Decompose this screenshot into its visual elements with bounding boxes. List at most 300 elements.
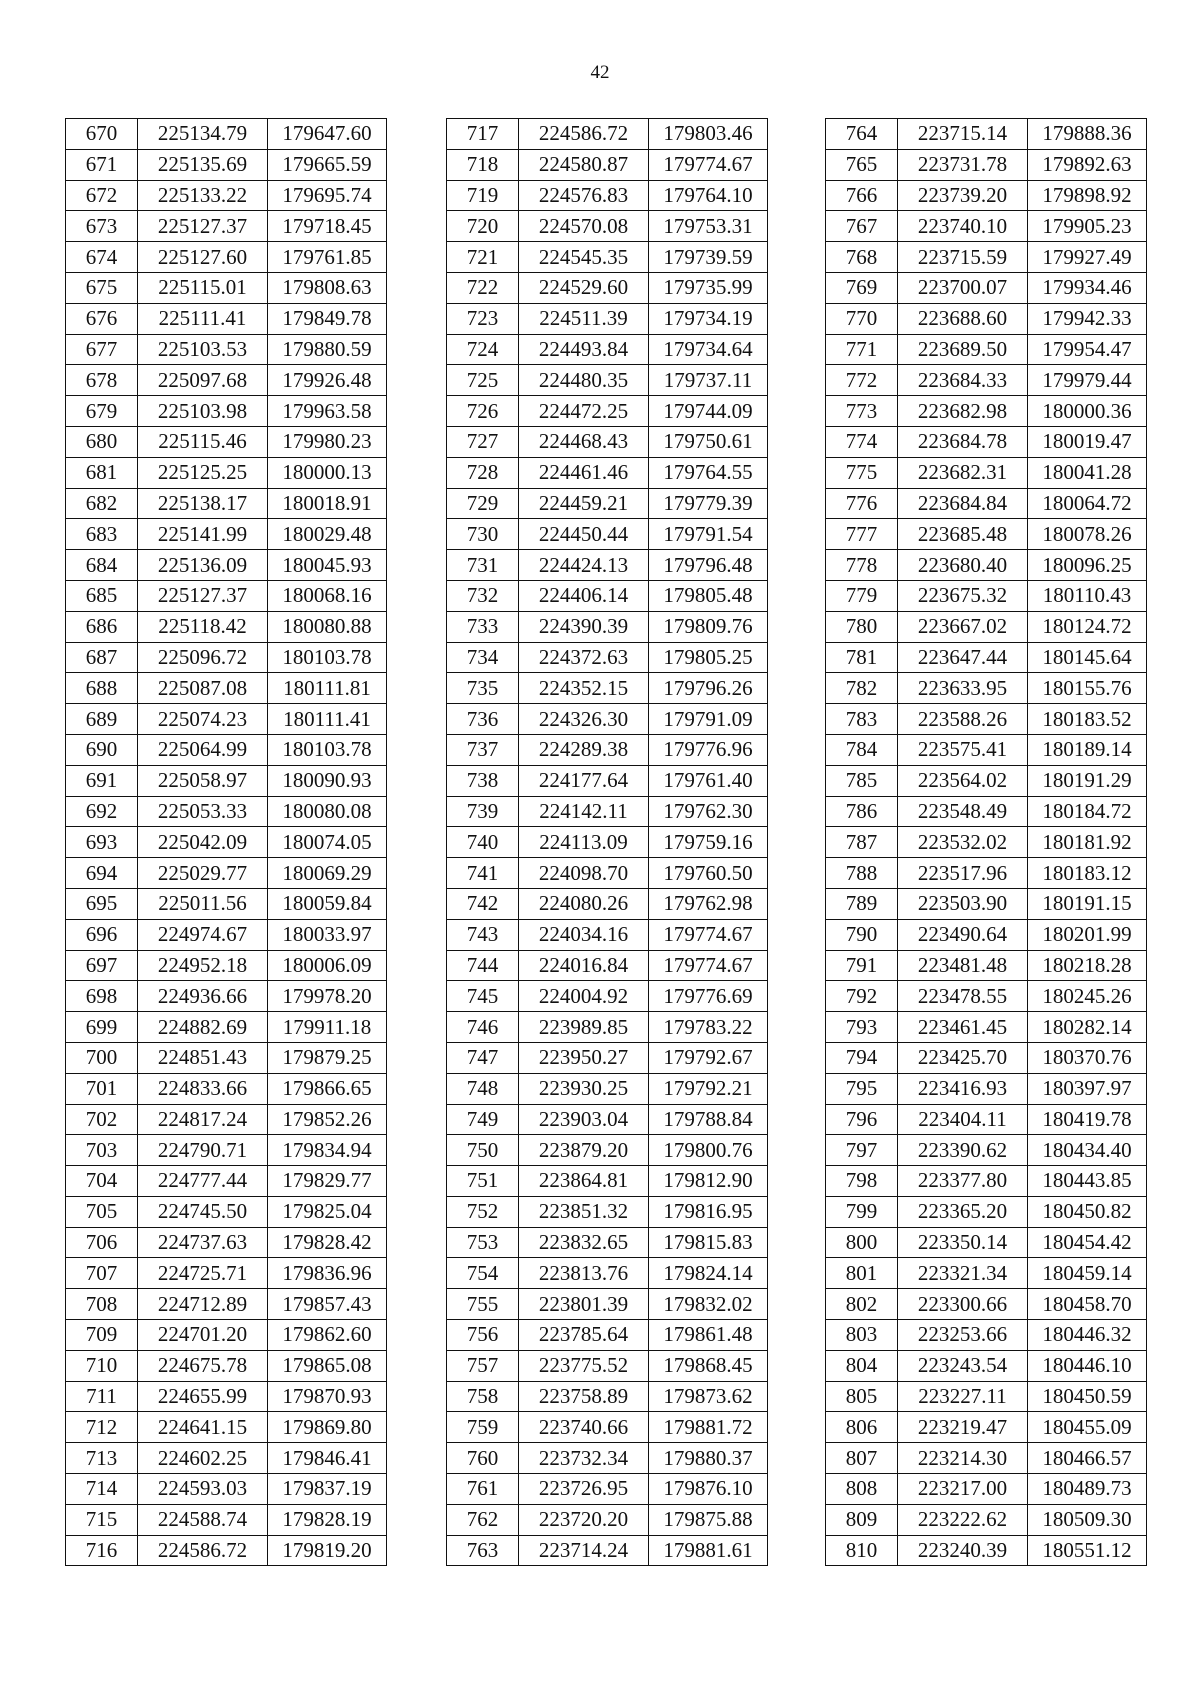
table-row (66, 1474, 387, 1505)
x-coordinate-cell: 223390.62 (898, 1135, 1028, 1166)
x-coordinate-cell: 225127.37 (138, 211, 268, 242)
x-coordinate-cell: 223950.27 (519, 1042, 649, 1073)
point-number-cell: 789 (826, 888, 898, 919)
point-number-cell: 734 (447, 642, 519, 673)
point-number-cell: 687 (66, 642, 138, 673)
y-coordinate-cell: 179734.64 (649, 334, 768, 365)
y-coordinate-cell: 180434.40 (1028, 1135, 1147, 1166)
point-number-cell: 696 (66, 919, 138, 950)
y-coordinate-cell: 179875.88 (649, 1504, 768, 1535)
point-number-cell: 770 (826, 303, 898, 334)
point-number-cell: 776 (826, 488, 898, 519)
y-coordinate-cell: 179783.22 (649, 1012, 768, 1043)
y-coordinate-cell: 179792.21 (649, 1073, 768, 1104)
y-coordinate-cell: 179805.25 (649, 642, 768, 673)
table-row (826, 580, 1147, 611)
x-coordinate-cell: 223903.04 (519, 1104, 649, 1135)
table-row (66, 365, 387, 396)
x-coordinate-cell: 225064.99 (138, 734, 268, 765)
y-coordinate-cell: 179978.20 (268, 981, 387, 1012)
x-coordinate-cell: 223739.20 (898, 180, 1028, 211)
point-number-cell: 725 (447, 365, 519, 396)
x-coordinate-cell: 224450.44 (519, 519, 649, 550)
y-coordinate-cell: 179735.99 (649, 272, 768, 303)
x-coordinate-cell: 224974.67 (138, 919, 268, 950)
table-row (826, 1381, 1147, 1412)
x-coordinate-cell: 225127.60 (138, 242, 268, 273)
point-number-cell: 723 (447, 303, 519, 334)
y-coordinate-cell: 179718.45 (268, 211, 387, 242)
point-number-cell: 768 (826, 242, 898, 273)
x-coordinate-cell: 223300.66 (898, 1289, 1028, 1320)
table-row (447, 488, 768, 519)
point-number-cell: 675 (66, 272, 138, 303)
x-coordinate-cell: 224424.13 (519, 550, 649, 581)
point-number-cell: 736 (447, 704, 519, 735)
x-coordinate-cell: 224113.09 (519, 827, 649, 858)
x-coordinate-cell: 224790.71 (138, 1135, 268, 1166)
x-coordinate-cell: 223416.93 (898, 1073, 1028, 1104)
y-coordinate-cell: 180443.85 (1028, 1166, 1147, 1197)
x-coordinate-cell: 223720.20 (519, 1504, 649, 1535)
point-number-cell: 726 (447, 396, 519, 427)
table-row (826, 642, 1147, 673)
y-coordinate-cell: 179829.77 (268, 1166, 387, 1197)
point-number-cell: 807 (826, 1443, 898, 1474)
x-coordinate-cell: 224745.50 (138, 1196, 268, 1227)
y-coordinate-cell: 179828.19 (268, 1504, 387, 1535)
table-row (447, 119, 768, 150)
point-number-cell: 782 (826, 673, 898, 704)
x-coordinate-cell: 223214.30 (898, 1443, 1028, 1474)
point-number-cell: 706 (66, 1227, 138, 1258)
table-row (447, 888, 768, 919)
y-coordinate-cell: 179888.36 (1028, 119, 1147, 150)
y-coordinate-cell: 179792.67 (649, 1042, 768, 1073)
point-number-cell: 741 (447, 858, 519, 889)
y-coordinate-cell: 180000.36 (1028, 396, 1147, 427)
table-row (826, 1443, 1147, 1474)
x-coordinate-cell: 224777.44 (138, 1166, 268, 1197)
point-number-cell: 703 (66, 1135, 138, 1166)
y-coordinate-cell: 179963.58 (268, 396, 387, 427)
y-coordinate-cell: 180103.78 (268, 734, 387, 765)
y-coordinate-cell: 180059.84 (268, 888, 387, 919)
x-coordinate-cell: 225074.23 (138, 704, 268, 735)
point-number-cell: 700 (66, 1042, 138, 1073)
point-number-cell: 686 (66, 611, 138, 642)
y-coordinate-cell: 179881.72 (649, 1412, 768, 1443)
y-coordinate-cell: 180155.76 (1028, 673, 1147, 704)
table-row (826, 704, 1147, 735)
point-number-cell: 728 (447, 457, 519, 488)
x-coordinate-cell: 224289.38 (519, 734, 649, 765)
x-coordinate-cell: 224641.15 (138, 1412, 268, 1443)
point-number-cell: 764 (826, 119, 898, 150)
point-number-cell: 713 (66, 1443, 138, 1474)
x-coordinate-cell: 224833.66 (138, 1073, 268, 1104)
y-coordinate-cell: 179834.94 (268, 1135, 387, 1166)
table-row (447, 457, 768, 488)
y-coordinate-cell: 179926.48 (268, 365, 387, 396)
table-row (66, 919, 387, 950)
y-coordinate-cell: 180397.97 (1028, 1073, 1147, 1104)
y-coordinate-cell: 180111.41 (268, 704, 387, 735)
x-coordinate-cell: 223758.89 (519, 1381, 649, 1412)
point-number-cell: 714 (66, 1474, 138, 1505)
table-row (826, 1042, 1147, 1073)
table-row (826, 796, 1147, 827)
x-coordinate-cell: 224098.70 (519, 858, 649, 889)
y-coordinate-cell: 179815.83 (649, 1227, 768, 1258)
y-coordinate-cell: 179750.61 (649, 426, 768, 457)
table-row (826, 1196, 1147, 1227)
y-coordinate-cell: 179764.10 (649, 180, 768, 211)
x-coordinate-cell: 224080.26 (519, 888, 649, 919)
table-row (826, 211, 1147, 242)
table-row (447, 1443, 768, 1474)
point-number-cell: 673 (66, 211, 138, 242)
table-row (447, 796, 768, 827)
x-coordinate-cell: 223253.66 (898, 1320, 1028, 1351)
y-coordinate-cell: 179759.16 (649, 827, 768, 858)
point-number-cell: 716 (66, 1535, 138, 1566)
x-coordinate-cell: 223217.00 (898, 1474, 1028, 1505)
y-coordinate-cell: 180090.93 (268, 765, 387, 796)
table-row (826, 1012, 1147, 1043)
point-number-cell: 685 (66, 580, 138, 611)
y-coordinate-cell: 180454.42 (1028, 1227, 1147, 1258)
table-row (66, 211, 387, 242)
x-coordinate-cell: 223404.11 (898, 1104, 1028, 1135)
table-row (66, 827, 387, 858)
y-coordinate-cell: 180184.72 (1028, 796, 1147, 827)
y-coordinate-cell: 180191.15 (1028, 888, 1147, 919)
table-row (66, 1042, 387, 1073)
x-coordinate-cell: 223864.81 (519, 1166, 649, 1197)
point-number-cell: 709 (66, 1320, 138, 1351)
y-coordinate-cell: 179774.67 (649, 149, 768, 180)
y-coordinate-cell: 180069.29 (268, 858, 387, 889)
point-number-cell: 695 (66, 888, 138, 919)
table-row (826, 673, 1147, 704)
point-number-cell: 773 (826, 396, 898, 427)
y-coordinate-cell: 180458.70 (1028, 1289, 1147, 1320)
point-number-cell: 720 (447, 211, 519, 242)
table-row (826, 950, 1147, 981)
x-coordinate-cell: 223930.25 (519, 1073, 649, 1104)
table-row (66, 1258, 387, 1289)
x-coordinate-cell: 223365.20 (898, 1196, 1028, 1227)
point-number-cell: 763 (447, 1535, 519, 1566)
point-number-cell: 698 (66, 981, 138, 1012)
table-row (66, 1012, 387, 1043)
y-coordinate-cell: 179791.54 (649, 519, 768, 550)
table-row (447, 149, 768, 180)
y-coordinate-cell: 179760.50 (649, 858, 768, 889)
x-coordinate-cell: 224576.83 (519, 180, 649, 211)
table-row (66, 1289, 387, 1320)
table-row (66, 642, 387, 673)
x-coordinate-cell: 224177.64 (519, 765, 649, 796)
y-coordinate-cell: 179934.46 (1028, 272, 1147, 303)
x-coordinate-cell: 224570.08 (519, 211, 649, 242)
x-coordinate-cell: 225115.46 (138, 426, 268, 457)
y-coordinate-cell: 179846.41 (268, 1443, 387, 1474)
x-coordinate-cell: 223879.20 (519, 1135, 649, 1166)
point-number-cell: 749 (447, 1104, 519, 1135)
point-number-cell: 672 (66, 180, 138, 211)
x-coordinate-cell: 224817.24 (138, 1104, 268, 1135)
table-row (826, 1073, 1147, 1104)
point-number-cell: 778 (826, 550, 898, 581)
x-coordinate-cell: 224545.35 (519, 242, 649, 273)
x-coordinate-cell: 223575.41 (898, 734, 1028, 765)
point-number-cell: 674 (66, 242, 138, 273)
table-row (447, 1012, 768, 1043)
y-coordinate-cell: 180450.82 (1028, 1196, 1147, 1227)
table-row (826, 519, 1147, 550)
y-coordinate-cell: 179868.45 (649, 1350, 768, 1381)
x-coordinate-cell: 223675.32 (898, 580, 1028, 611)
x-coordinate-cell: 223588.26 (898, 704, 1028, 735)
point-number-cell: 722 (447, 272, 519, 303)
point-number-cell: 798 (826, 1166, 898, 1197)
x-coordinate-cell: 225103.98 (138, 396, 268, 427)
y-coordinate-cell: 179762.30 (649, 796, 768, 827)
table-row (66, 1535, 387, 1566)
x-coordinate-cell: 225118.42 (138, 611, 268, 642)
y-coordinate-cell: 179870.93 (268, 1381, 387, 1412)
table-row (826, 1320, 1147, 1351)
point-number-cell: 731 (447, 550, 519, 581)
x-coordinate-cell: 223227.11 (898, 1381, 1028, 1412)
point-number-cell: 693 (66, 827, 138, 858)
table-row (826, 1350, 1147, 1381)
table-row (826, 734, 1147, 765)
x-coordinate-cell: 223684.78 (898, 426, 1028, 457)
table-row (447, 981, 768, 1012)
point-number-cell: 735 (447, 673, 519, 704)
point-number-cell: 678 (66, 365, 138, 396)
table-row (826, 611, 1147, 642)
table-row (826, 1535, 1147, 1566)
table-row (447, 1474, 768, 1505)
x-coordinate-cell: 224701.20 (138, 1320, 268, 1351)
y-coordinate-cell: 179737.11 (649, 365, 768, 396)
y-coordinate-cell: 180018.91 (268, 488, 387, 519)
point-number-cell: 772 (826, 365, 898, 396)
x-coordinate-cell: 224602.25 (138, 1443, 268, 1474)
table-row (66, 303, 387, 334)
x-coordinate-cell: 225134.79 (138, 119, 268, 150)
table-row (66, 1412, 387, 1443)
y-coordinate-cell: 179911.18 (268, 1012, 387, 1043)
point-number-cell: 787 (826, 827, 898, 858)
point-number-cell: 756 (447, 1320, 519, 1351)
y-coordinate-cell: 180068.16 (268, 580, 387, 611)
point-number-cell: 786 (826, 796, 898, 827)
point-number-cell: 795 (826, 1073, 898, 1104)
x-coordinate-cell: 224851.43 (138, 1042, 268, 1073)
y-coordinate-cell: 179869.80 (268, 1412, 387, 1443)
y-coordinate-cell: 179744.09 (649, 396, 768, 427)
y-coordinate-cell: 180191.29 (1028, 765, 1147, 796)
x-coordinate-cell: 223813.76 (519, 1258, 649, 1289)
point-number-cell: 792 (826, 981, 898, 1012)
point-number-cell: 733 (447, 611, 519, 642)
y-coordinate-cell: 179942.33 (1028, 303, 1147, 334)
coordinate-table-3 (825, 118, 1147, 1566)
table-row (826, 365, 1147, 396)
x-coordinate-cell: 225096.72 (138, 642, 268, 673)
point-number-cell: 689 (66, 704, 138, 735)
y-coordinate-cell: 180446.10 (1028, 1350, 1147, 1381)
y-coordinate-cell: 179836.96 (268, 1258, 387, 1289)
table-row (447, 211, 768, 242)
table-row (826, 1135, 1147, 1166)
y-coordinate-cell: 179927.49 (1028, 242, 1147, 273)
x-coordinate-cell: 223801.39 (519, 1289, 649, 1320)
x-coordinate-cell: 223700.07 (898, 272, 1028, 303)
y-coordinate-cell: 180446.32 (1028, 1320, 1147, 1351)
point-number-cell: 771 (826, 334, 898, 365)
point-number-cell: 796 (826, 1104, 898, 1135)
x-coordinate-cell: 224952.18 (138, 950, 268, 981)
x-coordinate-cell: 225125.25 (138, 457, 268, 488)
table-row (66, 796, 387, 827)
table-row (447, 1258, 768, 1289)
table-row (66, 149, 387, 180)
table-row (447, 303, 768, 334)
x-coordinate-cell: 223240.39 (898, 1535, 1028, 1566)
table-row (66, 119, 387, 150)
point-number-cell: 783 (826, 704, 898, 735)
point-number-cell: 683 (66, 519, 138, 550)
x-coordinate-cell: 223517.96 (898, 858, 1028, 889)
point-number-cell: 752 (447, 1196, 519, 1227)
x-coordinate-cell: 224586.72 (138, 1535, 268, 1566)
x-coordinate-cell: 224472.25 (519, 396, 649, 427)
table-row (447, 1073, 768, 1104)
table-row (826, 1412, 1147, 1443)
table-row (826, 1289, 1147, 1320)
point-number-cell: 708 (66, 1289, 138, 1320)
point-number-cell: 788 (826, 858, 898, 889)
y-coordinate-cell: 179862.60 (268, 1320, 387, 1351)
x-coordinate-cell: 223740.66 (519, 1412, 649, 1443)
y-coordinate-cell: 180080.08 (268, 796, 387, 827)
x-coordinate-cell: 223715.14 (898, 119, 1028, 150)
table-row (447, 1227, 768, 1258)
x-coordinate-cell: 223775.52 (519, 1350, 649, 1381)
table-row (447, 1289, 768, 1320)
x-coordinate-cell: 223684.84 (898, 488, 1028, 519)
y-coordinate-cell: 179761.40 (649, 765, 768, 796)
y-coordinate-cell: 179800.76 (649, 1135, 768, 1166)
y-coordinate-cell: 179796.48 (649, 550, 768, 581)
table-row (447, 580, 768, 611)
x-coordinate-cell: 224352.15 (519, 673, 649, 704)
table-row (447, 1381, 768, 1412)
y-coordinate-cell: 180041.28 (1028, 457, 1147, 488)
point-number-cell: 754 (447, 1258, 519, 1289)
x-coordinate-cell: 224936.66 (138, 981, 268, 1012)
table-row (66, 1166, 387, 1197)
y-coordinate-cell: 180466.57 (1028, 1443, 1147, 1474)
point-number-cell: 719 (447, 180, 519, 211)
y-coordinate-cell: 179979.44 (1028, 365, 1147, 396)
y-coordinate-cell: 180096.25 (1028, 550, 1147, 581)
table-row (826, 457, 1147, 488)
y-coordinate-cell: 180282.14 (1028, 1012, 1147, 1043)
point-number-cell: 791 (826, 950, 898, 981)
point-number-cell: 793 (826, 1012, 898, 1043)
table-row (447, 1104, 768, 1135)
y-coordinate-cell: 179753.31 (649, 211, 768, 242)
table-row (66, 242, 387, 273)
y-coordinate-cell: 179796.26 (649, 673, 768, 704)
y-coordinate-cell: 179808.63 (268, 272, 387, 303)
x-coordinate-cell: 224725.71 (138, 1258, 268, 1289)
table-row (447, 550, 768, 581)
table-row (66, 1227, 387, 1258)
y-coordinate-cell: 179776.96 (649, 734, 768, 765)
table-row (66, 981, 387, 1012)
point-number-cell: 717 (447, 119, 519, 150)
y-coordinate-cell: 179881.61 (649, 1535, 768, 1566)
y-coordinate-cell: 180201.99 (1028, 919, 1147, 950)
table-row (66, 1135, 387, 1166)
x-coordinate-cell: 223219.47 (898, 1412, 1028, 1443)
y-coordinate-cell: 179866.65 (268, 1073, 387, 1104)
point-number-cell: 677 (66, 334, 138, 365)
table-row (447, 1412, 768, 1443)
table-row (447, 272, 768, 303)
point-number-cell: 727 (447, 426, 519, 457)
table-row (447, 858, 768, 889)
x-coordinate-cell: 223785.64 (519, 1320, 649, 1351)
y-coordinate-cell: 180489.73 (1028, 1474, 1147, 1505)
x-coordinate-cell: 223832.65 (519, 1227, 649, 1258)
y-coordinate-cell: 180455.09 (1028, 1412, 1147, 1443)
y-coordinate-cell: 179805.48 (649, 580, 768, 611)
x-coordinate-cell: 223647.44 (898, 642, 1028, 673)
x-coordinate-cell: 223732.34 (519, 1443, 649, 1474)
coordinate-table-1 (65, 118, 387, 1566)
y-coordinate-cell: 180419.78 (1028, 1104, 1147, 1135)
y-coordinate-cell: 180006.09 (268, 950, 387, 981)
x-coordinate-cell: 223689.50 (898, 334, 1028, 365)
point-number-cell: 711 (66, 1381, 138, 1412)
x-coordinate-cell: 224675.78 (138, 1350, 268, 1381)
table-row (826, 149, 1147, 180)
point-number-cell: 676 (66, 303, 138, 334)
y-coordinate-cell: 180218.28 (1028, 950, 1147, 981)
table-row (826, 1166, 1147, 1197)
point-number-cell: 755 (447, 1289, 519, 1320)
table-row (66, 1320, 387, 1351)
table-row (826, 1227, 1147, 1258)
point-number-cell: 747 (447, 1042, 519, 1073)
y-coordinate-cell: 179774.67 (649, 919, 768, 950)
y-coordinate-cell: 179857.43 (268, 1289, 387, 1320)
x-coordinate-cell: 223503.90 (898, 888, 1028, 919)
point-number-cell: 803 (826, 1320, 898, 1351)
point-number-cell: 761 (447, 1474, 519, 1505)
x-coordinate-cell: 224142.11 (519, 796, 649, 827)
point-number-cell: 781 (826, 642, 898, 673)
